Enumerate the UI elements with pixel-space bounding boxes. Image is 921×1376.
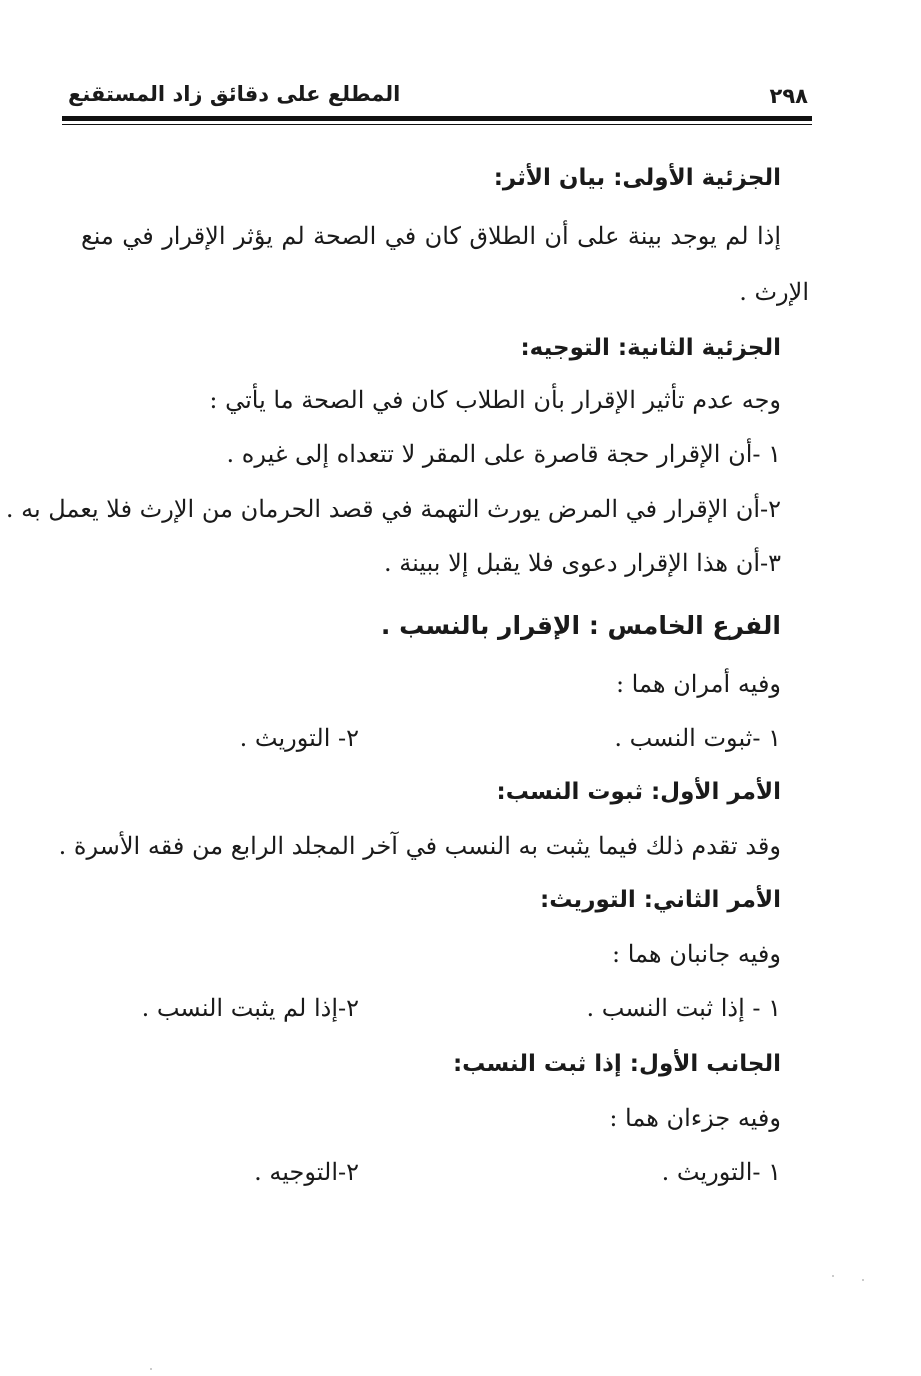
heading-matter-one: الأمر الأول: ثبوت النسب: (496, 779, 781, 805)
list-item-part-1: ١ -التوريث . (661, 1158, 781, 1186)
heading-part-one: الجزئية الأولى: بيان الأثر: (493, 165, 781, 191)
page-number: ٢٩٨ (769, 84, 808, 108)
paragraph-reason-intro: وجه عدم تأثير الإقرار بأن الطلاب كان في الصحة ما يأتي : (209, 386, 781, 414)
paragraph-part-one-line-2: الإرث . (739, 278, 809, 306)
scan-speck (832, 1275, 834, 1277)
paragraph-two-matters: وفيه أمران هما : (615, 670, 781, 698)
scan-speck (150, 1368, 152, 1370)
list-item-side-1: ١ - إذا ثبت النسب . (586, 994, 781, 1022)
list-item-matter-2: ٢- التوريث . (239, 724, 359, 752)
list-item-reason-2: ٢-أن الإقرار في المرض يورث التهمة في قصد الحرمان من الإرث فلا يعمل به . (5, 495, 781, 523)
heading-matter-two: الأمر الثاني: التوريث: (540, 887, 781, 913)
list-item-side-2: ٢-إذا لم يثبت النسب . (141, 994, 359, 1022)
list-item-part-2: ٢-التوجيه . (254, 1158, 359, 1186)
paragraph-part-one-line-1: إذا لم يوجد بينة على أن الطلاق كان في الصحة لم يؤثر الإقرار في منع (81, 222, 781, 250)
heading-branch-five: الفرع الخامس : الإقرار بالنسب . (380, 611, 781, 640)
page-header (62, 80, 810, 114)
scan-speck (862, 1279, 864, 1281)
heading-part-two: الجزئية الثانية: التوجيه: (520, 335, 781, 361)
list-item-reason-1: ١ -أن الإقرار حجة قاصرة على المقر لا تتعداه إلى غيره . (226, 440, 781, 468)
header-rule-thin (62, 124, 812, 125)
list-item-reason-3: ٣-أن هذا الإقرار دعوى فلا يقبل إلا ببينة . (383, 549, 781, 577)
header-rule-thick (62, 116, 812, 121)
paragraph-two-parts: وفيه جزءان هما : (609, 1104, 781, 1132)
list-item-matter-1: ١ -ثبوت النسب . (614, 724, 781, 752)
paragraph-matter-one: وقد تقدم ذلك فيما يثبت به النسب في آخر المجلد الرابع من فقه الأسرة . (58, 832, 781, 860)
heading-side-one: الجانب الأول: إذا ثبت النسب: (452, 1051, 781, 1077)
paragraph-two-sides: وفيه جانبان هما : (612, 940, 781, 968)
book-title: المطلع على دقائق زاد المستقنع (68, 82, 401, 106)
